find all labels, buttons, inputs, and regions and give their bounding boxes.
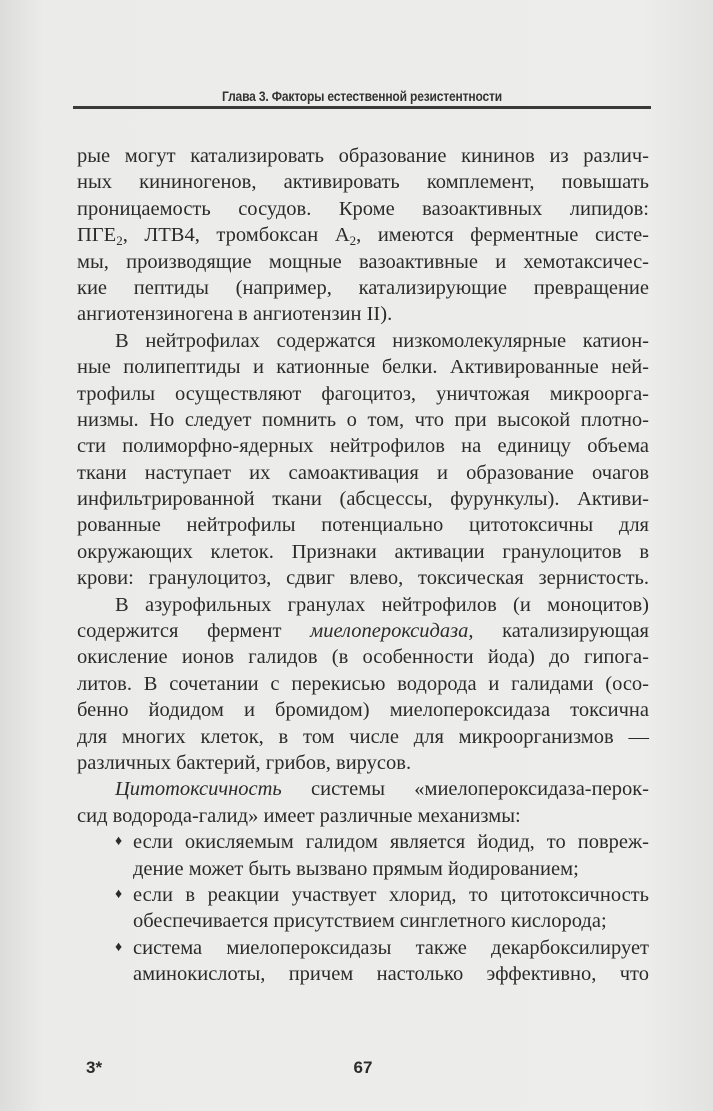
text-line: литов. В сочетании с перекисью водорода и галидами (осо- [77,672,649,695]
text-line: $ПГЕ_2$, ЛТВ4, тромбоксан $А_2$, имеются ферментные систе- [77,224,650,249]
text-line: ных кининогенов, активировать комплемент, повышать [77,171,649,194]
paragraph-first-line: В нейтрофилах содержатся низкомолекулярные катион- [115,329,649,352]
text-line: крови: гранулоцитоз, сдвиг влево, токсическая зернистость. [77,567,649,590]
text-line: ангиотензиногена в ангиотензин II). [77,303,393,326]
page-number: 67 [353,1058,373,1077]
text-line: инфильтрированной ткани (абсцессы, фурункулы). Активи- [77,488,649,511]
bullet-line: обеспечивается присутствием синглетного кислорода; [133,910,607,933]
text-line: низмы. Но следует помнить о том, что при высокой плотно- [77,408,649,431]
text-line: ткани наступает их самоактивация и образование очагов [77,461,649,484]
text-line: проницаемость сосудов. Кроме вазоактивных липидов: [77,197,649,220]
text-line: окисление ионов галидов (в особенности йода) до гипога- [77,646,649,669]
body-text [77,143,649,988]
text-line: кие пептиды (например, катализирующие превращение [77,276,649,299]
text-line: бенно йодидом и бромидом) миелопероксидаза токсична [77,699,649,722]
bullet-line: ♦ если в реакции участвует хлорид, то цитотоксичность [77,882,649,908]
text-line: ные полипептиды и катионные белки. Активированные ней- [77,356,649,379]
term-emphasis: миелопероксидаза [310,620,469,643]
text-line: содержится фермент миелопероксидаза, катализирующая [77,620,649,643]
text-line: сид водорода-галид» имеет различные механизмы: [77,804,521,827]
running-header: Глава 3. Факторы естественной резистентности [222,88,502,104]
bullet-line: дение может быть вызвано прямым йодированием; [133,857,579,880]
bullet-list [77,829,649,987]
text-line: сти полиморфно-ядерных нейтрофилов на единицу объема [77,435,649,458]
paragraph-first-line: Цитотоксичность системы «миелопероксидаза-перок- [115,778,649,801]
text-line: рованные нейтрофилы потенциально цитотоксичны для [77,514,649,537]
header-rule [73,106,651,109]
bullet-item [77,935,649,988]
bullet-item [77,882,649,935]
text-line: для многих клеток, в том числе для микроорганизмов — [77,725,649,748]
text-line: окружающих клеток. Признаки активации гранулоцитов в [77,540,649,563]
bullet-item [77,829,649,882]
term-emphasis: Цитотоксичность [115,778,282,801]
signature-mark: 3* [86,1058,103,1077]
diamond-bullet-icon: ♦ [115,834,123,850]
paragraph-first-line: В азурофильных гранулах нейтрофилов (и моноцитов) [115,593,649,616]
diamond-bullet-icon: ♦ [115,886,123,902]
text-line: трофилы осуществляют фагоцитоз, уничтожая микроорга- [77,382,649,405]
text-line: мы, производящие мощные вазоактивные и хемотаксичес- [77,250,649,273]
text-line: различных бактерий, грибов, вирусов. [77,751,412,774]
bullet-line: ♦ система миелопероксидазы также декарбоксилирует [77,935,649,961]
bullet-line: ♦ если окисляемым галидом является йодид, то повреж- [77,829,649,855]
text-line: рые могут катализировать образование кининов из различ- [77,145,649,167]
bullet-line: аминокислоты, причем настолько эффективно, что [133,963,649,986]
diamond-bullet-icon: ♦ [115,939,123,955]
